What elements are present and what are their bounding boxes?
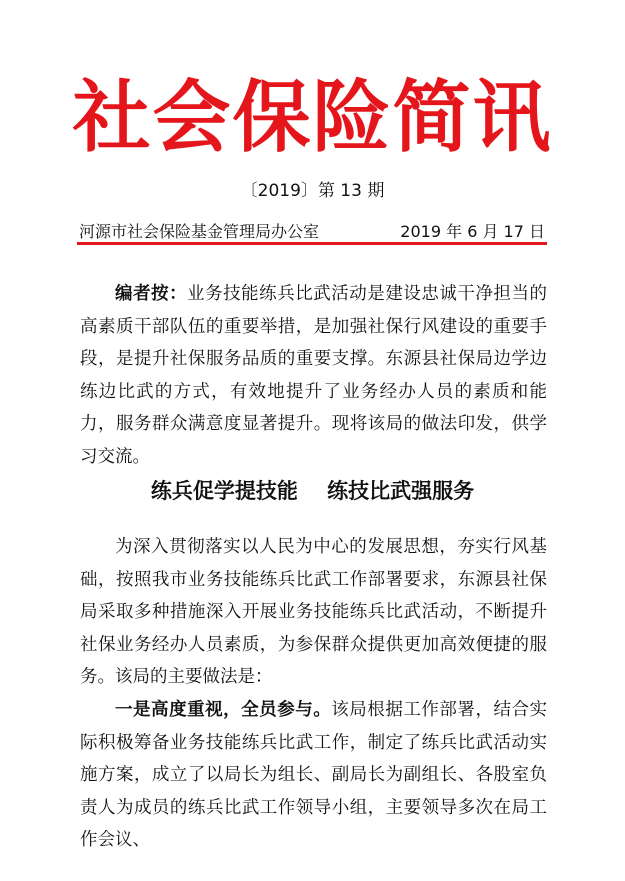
issue-number: 〔2019〕第 13 期 bbox=[240, 181, 385, 201]
publisher-line bbox=[77, 219, 547, 241]
article-paragraph bbox=[80, 694, 547, 857]
editor-note bbox=[80, 278, 547, 473]
paragraph-lead: 一是高度重视，全员参与。 bbox=[115, 700, 332, 720]
masthead-title: 社会保险简讯 bbox=[72, 73, 553, 163]
header-divider bbox=[77, 242, 547, 245]
article-paragraph: 为深入贯彻落实以人民为中心的发展思想，夯实行风基础，按照我市业务技能练兵比武工作部署要求，东源县社保局采取多种措施深入开展业务技能练兵比武活动，不断提升社保业务经办人员素质，为参保群众提供更加高效便捷的服务。该局的主要做法是： bbox=[80, 537, 547, 687]
publisher-name: 河源市社会保险基金管理局办公室 bbox=[79, 222, 320, 241]
paragraph-text: 该局根据工作部署，结合实际积极筹备业务技能练兵比武工作，制定了练兵比武活动实施方案，成立了以局长为组长、副局长为副组长、各股室负责人为成员的练兵比武工作领导小组，主要领导多次在局工作会议、 bbox=[80, 700, 548, 850]
editor-note-text: 业务技能练兵比武活动是建设忠诚干净担当的高素质干部队伍的重要举措，是加强社保行风建设的重要手段，是提升社保服务品质的重要支撑。东源县社保局边学边练边比武的方式，有效地提升了业务经办人员的素质和能力，服务群众满意度显著提升。现将该局的做法印发，供学习交流。 bbox=[80, 284, 548, 467]
article-title: 练兵促学提技能 练技比武强服务 bbox=[150, 478, 475, 503]
editor-note-lead: 编者按： bbox=[115, 284, 188, 304]
publish-date: 2019 年 6 月 17 日 bbox=[400, 222, 545, 241]
